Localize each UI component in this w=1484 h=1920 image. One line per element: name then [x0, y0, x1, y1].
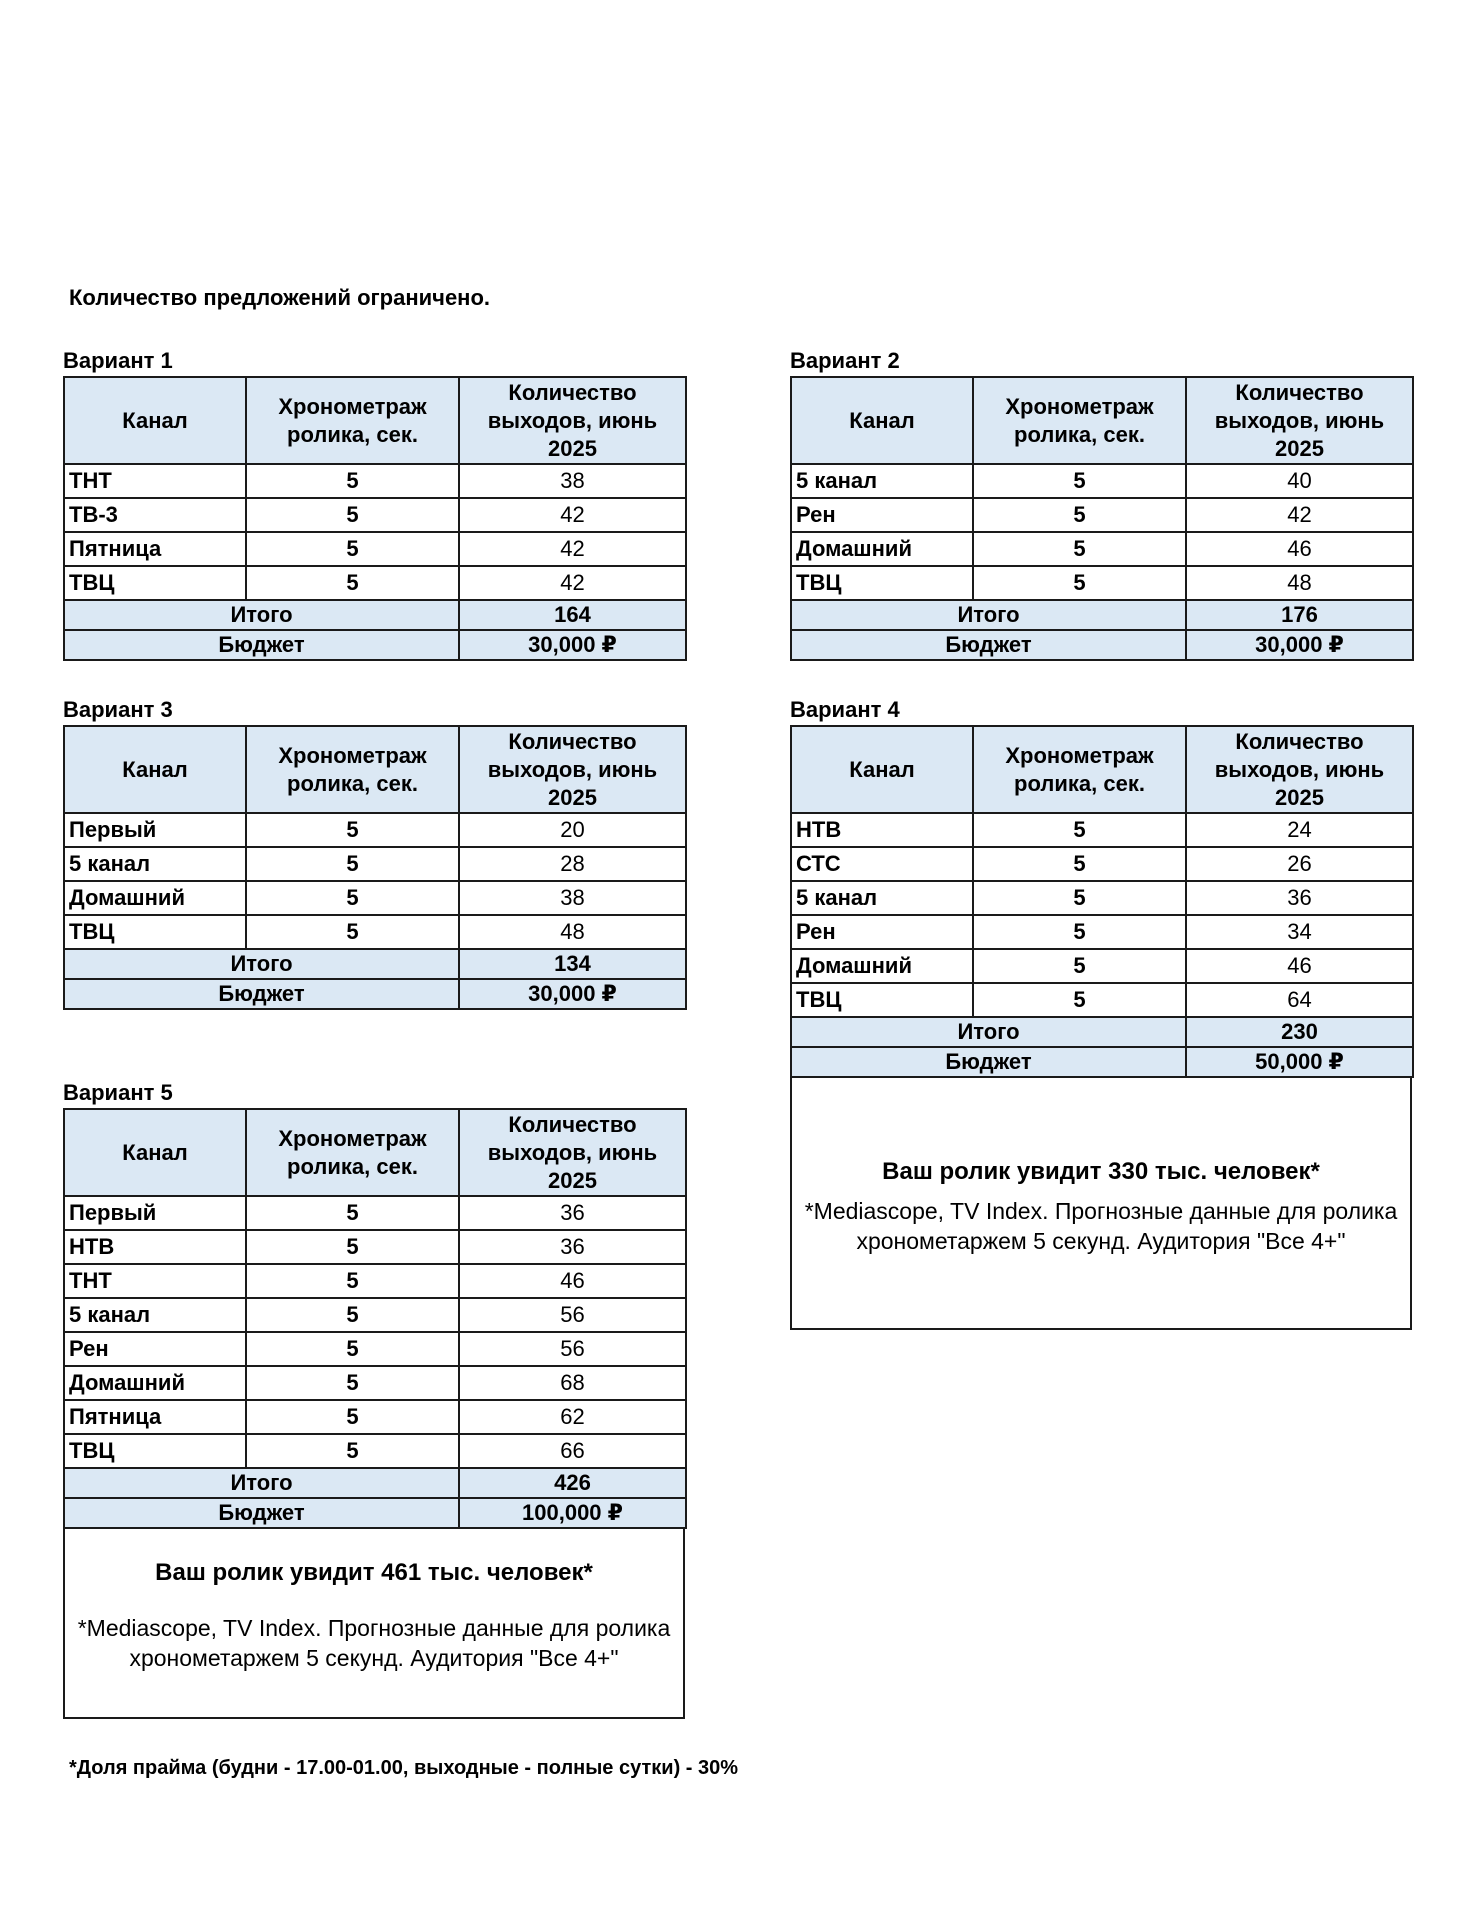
- total-row: [791, 600, 1413, 630]
- duration-cell: 5: [973, 813, 1186, 847]
- table-row: [791, 983, 1413, 1017]
- channel-cell: Домашний: [791, 532, 973, 566]
- budget-row: [64, 979, 686, 1009]
- channel-cell: Пятница: [64, 532, 246, 566]
- variant-table: [790, 376, 1414, 661]
- table-row: [64, 498, 686, 532]
- total-label: Итого: [64, 949, 459, 979]
- table-row: [791, 813, 1413, 847]
- total-row: [791, 1017, 1413, 1047]
- total-row: [64, 949, 686, 979]
- count-cell: 40: [1186, 464, 1413, 498]
- variant-table: [63, 376, 687, 661]
- count-cell: 42: [459, 498, 686, 532]
- channel-cell: Первый: [64, 813, 246, 847]
- budget-value: 30,000 ₽: [459, 979, 686, 1009]
- channel-cell: НТВ: [791, 813, 973, 847]
- budget-value: 30,000 ₽: [1186, 630, 1413, 660]
- channel-cell: НТВ: [64, 1230, 246, 1264]
- count-cell: 46: [459, 1264, 686, 1298]
- channel-cell: 5 канал: [64, 1298, 246, 1332]
- header-duration: Хронометраж ролика, сек.: [973, 377, 1186, 464]
- header-duration: Хронометраж ролика, сек.: [246, 377, 459, 464]
- channel-cell: Домашний: [64, 1366, 246, 1400]
- table-row: [64, 1298, 686, 1332]
- total-value: 230: [1186, 1017, 1413, 1047]
- reach-note: [63, 1529, 685, 1719]
- variant-title: Вариант 5: [63, 1080, 173, 1105]
- duration-cell: 5: [973, 915, 1186, 949]
- header-duration: Хронометраж ролика, сек.: [246, 726, 459, 813]
- duration-cell: 5: [246, 1298, 459, 1332]
- header-channel: Канал: [64, 1109, 246, 1196]
- header-channel: Канал: [791, 377, 973, 464]
- table-row: [64, 915, 686, 949]
- variant-1: [63, 346, 685, 661]
- variant-2: [790, 346, 1412, 661]
- count-cell: 20: [459, 813, 686, 847]
- table-row: [791, 881, 1413, 915]
- reach-note: [790, 1078, 1412, 1330]
- table-row: [791, 847, 1413, 881]
- duration-cell: 5: [246, 1434, 459, 1468]
- channel-cell: ТВЦ: [64, 915, 246, 949]
- budget-label: Бюджет: [791, 1047, 1186, 1077]
- duration-cell: 5: [973, 498, 1186, 532]
- duration-cell: 5: [973, 983, 1186, 1017]
- total-row: [64, 600, 686, 630]
- count-cell: 68: [459, 1366, 686, 1400]
- count-cell: 46: [1186, 949, 1413, 983]
- channel-cell: СТС: [791, 847, 973, 881]
- table-row: [64, 1196, 686, 1230]
- variant-title: Вариант 2: [790, 348, 900, 373]
- variant-4: [790, 695, 1412, 1330]
- header-duration: Хронометраж ролика, сек.: [973, 726, 1186, 813]
- duration-cell: 5: [246, 1264, 459, 1298]
- count-cell: 38: [459, 464, 686, 498]
- total-label: Итого: [64, 600, 459, 630]
- count-cell: 34: [1186, 915, 1413, 949]
- table-row: [64, 532, 686, 566]
- count-cell: 66: [459, 1434, 686, 1468]
- table-row: [64, 1332, 686, 1366]
- reach-headline: Ваш ролик увидит 461 тыс. человек*: [155, 1559, 593, 1586]
- count-cell: 28: [459, 847, 686, 881]
- duration-cell: 5: [246, 915, 459, 949]
- table-row: [64, 1434, 686, 1468]
- variant-title: Вариант 1: [63, 348, 173, 373]
- channel-cell: 5 канал: [791, 464, 973, 498]
- table-row: [791, 464, 1413, 498]
- variant-title: Вариант 4: [790, 697, 900, 722]
- budget-row: [791, 630, 1413, 660]
- table-row: [64, 1400, 686, 1434]
- channel-cell: Рен: [791, 498, 973, 532]
- reach-headline: Ваш ролик увидит 330 тыс. человек*: [882, 1158, 1320, 1185]
- budget-value: 100,000 ₽: [459, 1498, 686, 1528]
- header-channel: Канал: [64, 377, 246, 464]
- table-row: [64, 813, 686, 847]
- variant-table: [63, 1108, 687, 1529]
- table-header-row: [791, 377, 1413, 464]
- count-cell: 56: [459, 1298, 686, 1332]
- total-value: 176: [1186, 600, 1413, 630]
- channel-cell: Рен: [791, 915, 973, 949]
- count-cell: 48: [1186, 566, 1413, 600]
- budget-label: Бюджет: [791, 630, 1186, 660]
- channel-cell: Домашний: [64, 881, 246, 915]
- table-row: [64, 1366, 686, 1400]
- header-count: Количество выходов, июнь 2025: [1186, 726, 1413, 813]
- duration-cell: 5: [973, 464, 1186, 498]
- duration-cell: 5: [973, 566, 1186, 600]
- variant-5: [63, 1078, 685, 1719]
- channel-cell: Первый: [64, 1196, 246, 1230]
- header-count: Количество выходов, июнь 2025: [459, 1109, 686, 1196]
- table-row: [791, 498, 1413, 532]
- variant-table: [63, 725, 687, 1010]
- header-duration: Хронометраж ролика, сек.: [246, 1109, 459, 1196]
- duration-cell: 5: [246, 1332, 459, 1366]
- table-header-row: [64, 1109, 686, 1196]
- header-count: Количество выходов, июнь 2025: [459, 377, 686, 464]
- budget-row: [64, 630, 686, 660]
- channel-cell: 5 канал: [791, 881, 973, 915]
- channel-cell: ТНТ: [64, 1264, 246, 1298]
- duration-cell: 5: [246, 1366, 459, 1400]
- total-row: [64, 1468, 686, 1498]
- header-count: Количество выходов, июнь 2025: [1186, 377, 1413, 464]
- reach-source-text: *Mediascope, TV Index. Прогнозные данные для ролика хронометаржем 5 секунд. Аудитория "Все 4+": [804, 1198, 1398, 1254]
- duration-cell: 5: [973, 847, 1186, 881]
- table-row: [791, 566, 1413, 600]
- table-row: [64, 1264, 686, 1298]
- channel-cell: Домашний: [791, 949, 973, 983]
- table-header-row: [791, 726, 1413, 813]
- total-value: 164: [459, 600, 686, 630]
- count-cell: 36: [1186, 881, 1413, 915]
- total-label: Итого: [791, 600, 1186, 630]
- duration-cell: 5: [246, 1400, 459, 1434]
- budget-row: [64, 1498, 686, 1528]
- prime-share-footnote: *Доля прайма (будни - 17.00-01.00, выходные - полные сутки) - 30%: [69, 1757, 739, 1779]
- duration-cell: 5: [246, 464, 459, 498]
- count-cell: 36: [459, 1196, 686, 1230]
- channel-cell: Рен: [64, 1332, 246, 1366]
- count-cell: 46: [1186, 532, 1413, 566]
- channel-cell: ТВЦ: [791, 983, 973, 1017]
- duration-cell: 5: [246, 881, 459, 915]
- count-cell: 64: [1186, 983, 1413, 1017]
- notice-text: Количество предложений ограничено.: [69, 285, 491, 310]
- budget-label: Бюджет: [64, 630, 459, 660]
- budget-value: 30,000 ₽: [459, 630, 686, 660]
- duration-cell: 5: [246, 1196, 459, 1230]
- count-cell: 42: [1186, 498, 1413, 532]
- table-row: [64, 566, 686, 600]
- count-cell: 36: [459, 1230, 686, 1264]
- duration-cell: 5: [246, 847, 459, 881]
- header-channel: Канал: [64, 726, 246, 813]
- variant-table: [790, 725, 1414, 1078]
- duration-cell: 5: [246, 1230, 459, 1264]
- table-row: [64, 847, 686, 881]
- table-row: [64, 881, 686, 915]
- channel-cell: ТВЦ: [64, 1434, 246, 1468]
- budget-row: [791, 1047, 1413, 1077]
- count-cell: 38: [459, 881, 686, 915]
- channel-cell: ТВЦ: [791, 566, 973, 600]
- table-row: [791, 949, 1413, 983]
- total-value: 134: [459, 949, 686, 979]
- variant-3: [63, 695, 685, 1010]
- table-row: [64, 464, 686, 498]
- table-row: [791, 532, 1413, 566]
- header-count: Количество выходов, июнь 2025: [459, 726, 686, 813]
- duration-cell: 5: [973, 949, 1186, 983]
- table-row: [64, 1230, 686, 1264]
- count-cell: 48: [459, 915, 686, 949]
- count-cell: 62: [459, 1400, 686, 1434]
- header-channel: Канал: [791, 726, 973, 813]
- budget-label: Бюджет: [64, 979, 459, 1009]
- duration-cell: 5: [246, 566, 459, 600]
- reach-source-text: *Mediascope, TV Index. Прогнозные данные для ролика хронометаржем 5 секунд. Аудитория "Все 4+": [77, 1615, 671, 1671]
- total-label: Итого: [791, 1017, 1186, 1047]
- count-cell: 26: [1186, 847, 1413, 881]
- count-cell: 42: [459, 566, 686, 600]
- duration-cell: 5: [246, 813, 459, 847]
- duration-cell: 5: [973, 881, 1186, 915]
- duration-cell: 5: [246, 498, 459, 532]
- count-cell: 24: [1186, 813, 1413, 847]
- duration-cell: 5: [246, 532, 459, 566]
- table-header-row: [64, 726, 686, 813]
- channel-cell: ТВ-3: [64, 498, 246, 532]
- table-header-row: [64, 377, 686, 464]
- table-row: [791, 915, 1413, 949]
- channel-cell: ТНТ: [64, 464, 246, 498]
- channel-cell: ТВЦ: [64, 566, 246, 600]
- count-cell: 42: [459, 532, 686, 566]
- budget-label: Бюджет: [64, 1498, 459, 1528]
- variant-title: Вариант 3: [63, 697, 173, 722]
- duration-cell: 5: [973, 532, 1186, 566]
- channel-cell: Пятница: [64, 1400, 246, 1434]
- total-value: 426: [459, 1468, 686, 1498]
- channel-cell: 5 канал: [64, 847, 246, 881]
- count-cell: 56: [459, 1332, 686, 1366]
- budget-value: 50,000 ₽: [1186, 1047, 1413, 1077]
- total-label: Итого: [64, 1468, 459, 1498]
